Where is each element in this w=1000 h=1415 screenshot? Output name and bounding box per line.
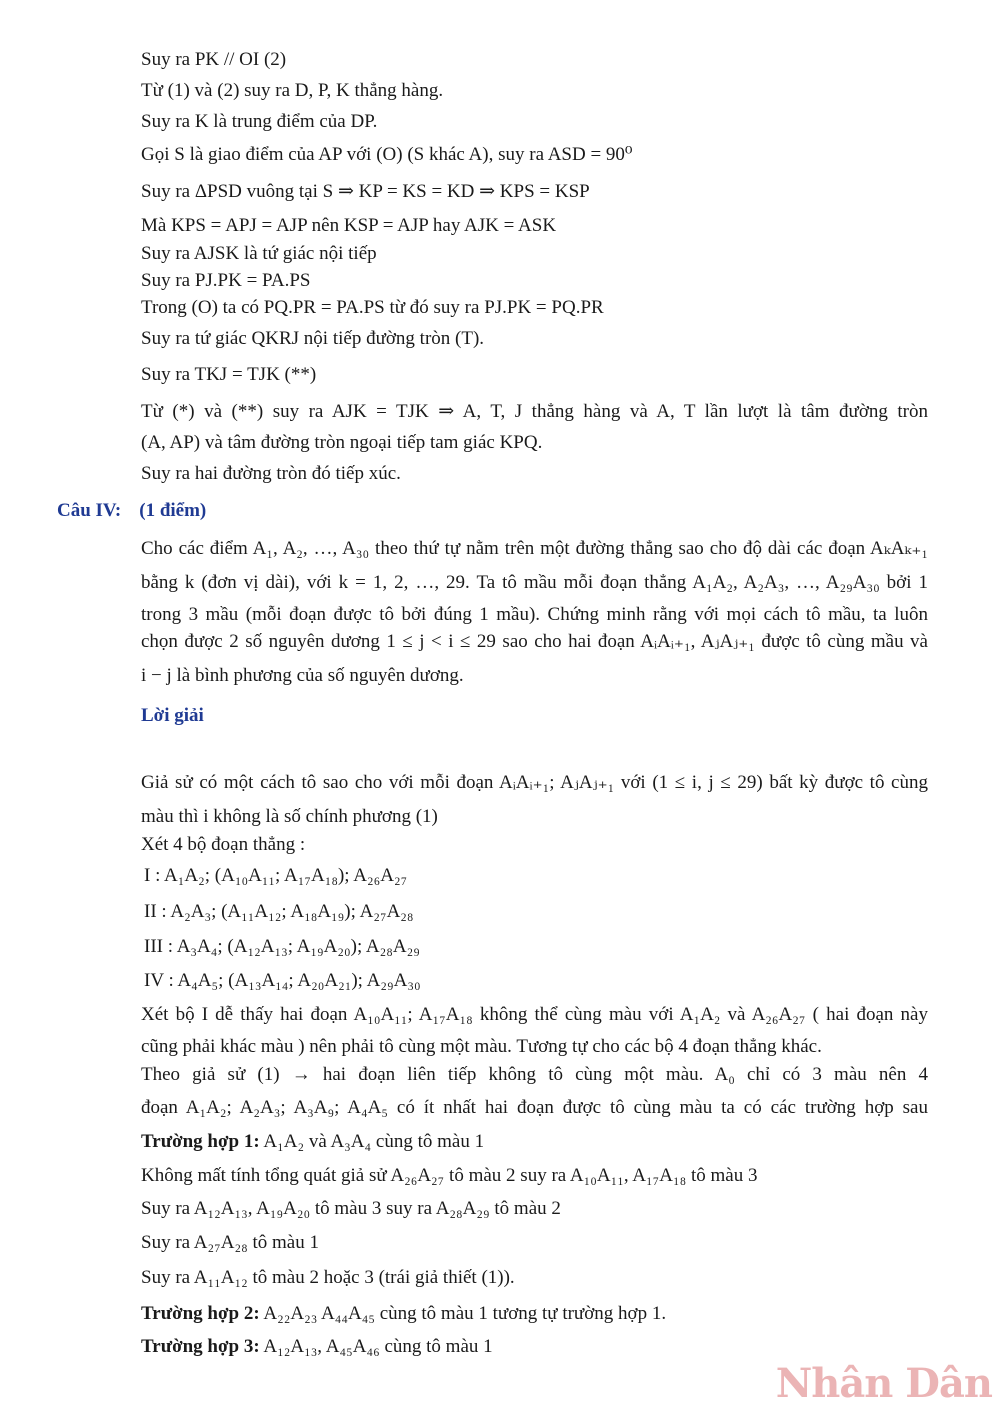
text-line: Trong (O) ta có PQ.PR = PA.PS từ đó suy ra PJ.PK = PQ.PR (141, 297, 604, 318)
solution-line: Giả sử có một cách tô sao cho với mỗi đoạn AᵢAᵢ₊₁; AⱼAⱼ₊₁ với (1 ≤ i, j ≤ 29) bất kỳ được tô cùng (141, 772, 928, 793)
case-2-label: Trường hợp 2: (141, 1303, 260, 1324)
text-line: Suy ra ΔPSD vuông tại S ⇒ KP = KS = KD ⇒ KPS = KSP (141, 181, 590, 202)
solution-line: II : A₂A₃; (A₁₁A₁₂; A₁₈A₁₉); A₂₇A₂₈ (144, 901, 414, 922)
case-1-line (141, 1130, 928, 1154)
text-line: Suy ra K là trung điểm của DP. (141, 111, 378, 132)
solution-line: I : A₁A₂; (A₁₀A₁₁; A₁₇A₁₈); A₂₆A₂₇ (144, 865, 408, 886)
text-line: Mà KPS = APJ = AJP nên KSP = AJP hay AJK = ASK (141, 215, 557, 236)
text-line: Suy ra tứ giác QKRJ nội tiếp đường tròn (T). (141, 328, 485, 349)
text-line: Suy ra hai đường tròn đó tiếp xúc. (141, 463, 401, 484)
text-line: Từ (1) và (2) suy ra D, P, K thẳng hàng. (141, 80, 444, 101)
text-line: Từ (*) và (**) suy ra AJK = TJK ⇒ A, T, J thẳng hàng và A, T lần lượt là tâm đường tròn (141, 401, 928, 422)
text-line: Suy ra PK // OI (2) (141, 49, 287, 70)
solution-heading: Lời giải (141, 705, 204, 726)
question-line: chọn được 2 số nguyên dương 1 ≤ j < i ≤ 29 sao cho hai đoạn AᵢAᵢ₊₁, AⱼAⱼ₊₁ được tô cùng mầu và (141, 631, 928, 652)
case-3-text: A₁₂A₁₃, A₄₅A₄₆ cùng tô màu 1 (259, 1336, 493, 1357)
nhan-dan-watermark-logo: Nhân Dân (775, 1360, 992, 1407)
solution-line: Suy ra A₁₁A₁₂ tô màu 2 hoặc 3 (trái giả thiết (1)). (141, 1267, 515, 1288)
solution-line: Xét bộ I dễ thấy hai đoạn A₁₀A₁₁; A₁₇A₁₈ không thể cùng màu với A₁A₂ và A₂₆A₂₇ ( hai đoạn này (141, 1004, 928, 1025)
solution-line: Suy ra A₁₂A₁₃, A₁₉A₂₀ tô màu 3 suy ra A₂₈A₂₉ tô màu 2 (141, 1198, 561, 1219)
case-1-text: A₁A₂ và A₃A₄ cùng tô màu 1 (259, 1131, 485, 1152)
solution-line: đoạn A₁A₂; A₂A₃; A₃A₉; A₄A₅ có ít nhất hai đoạn được tô cùng màu ta có các trường hợp sau (141, 1097, 928, 1118)
text-line: Suy ra AJSK là tứ giác nội tiếp (141, 243, 377, 264)
solution-line: cũng phải khác màu ) nên phải tô cùng một màu. Tương tự cho các bộ 4 đoạn thẳng khác. (141, 1036, 822, 1057)
question-line: trong 3 mầu (mỗi đoạn được tô bởi đúng 1 mầu). Chứng minh rằng với mọi cách tô mầu, ta luôn (141, 604, 928, 625)
question-label: Câu IV: (57, 500, 122, 521)
solution-line: III : A₃A₄; (A₁₂A₁₃; A₁₉A₂₀); A₂₈A₂₉ (144, 936, 420, 957)
case-2-text: A₂₂A₂₃ A₄₄A₄₅ cùng tô màu 1 tương tự trường hợp 1. (259, 1303, 667, 1324)
question-heading (57, 499, 206, 523)
question-line: i − j là bình phương của số nguyên dương. (141, 665, 464, 686)
solution-line: Suy ra A₂₇A₂₈ tô màu 1 (141, 1232, 319, 1253)
solution-line: IV : A₄A₅; (A₁₃A₁₄; A₂₀A₂₁); A₂₉A₃₀ (144, 970, 421, 991)
solution-line: màu thì i không là số chính phương (1) (141, 806, 438, 827)
text-line: (A, AP) và tâm đường tròn ngoại tiếp tam giác KPQ. (141, 432, 543, 453)
solution-line: Theo giả sử (1) → hai đoạn liên tiếp không tô cùng một màu. A₀ chỉ có 3 màu nên 4 (141, 1064, 928, 1085)
text-line: Suy ra TKJ = TJK (**) (141, 364, 317, 385)
question-line: Cho các điểm A₁, A₂, …, A₃₀ theo thứ tự nằm trên một đường thẳng sao cho độ dài các đoạn AₖAₖ₊₁ (141, 538, 928, 559)
case-1-label: Trường hợp 1: (141, 1131, 260, 1152)
case-3-line (141, 1335, 928, 1359)
case-3-label: Trường hợp 3: (141, 1336, 260, 1357)
solution-line: Xét 4 bộ đoạn thẳng : (141, 834, 306, 855)
text-line: Gọi S là giao điểm của AP với (O) (S khác A), suy ra ASD = 90⁰ (141, 144, 633, 165)
solution-line: Không mất tính tổng quát giả sử A₂₆A₂₇ tô màu 2 suy ra A₁₀A₁₁, A₁₇A₁₈ tô màu 3 (141, 1165, 758, 1186)
text-line: Suy ra PJ.PK = PA.PS (141, 270, 311, 291)
case-2-line (141, 1302, 928, 1326)
question-points: (1 điểm) (139, 500, 207, 521)
question-line: bằng k (đơn vị dài), với k = 1, 2, …, 29. Ta tô mầu mỗi đoạn thẳng A₁A₂, A₂A₃, …, A₂₉A₃₀ bởi 1 (141, 572, 928, 593)
